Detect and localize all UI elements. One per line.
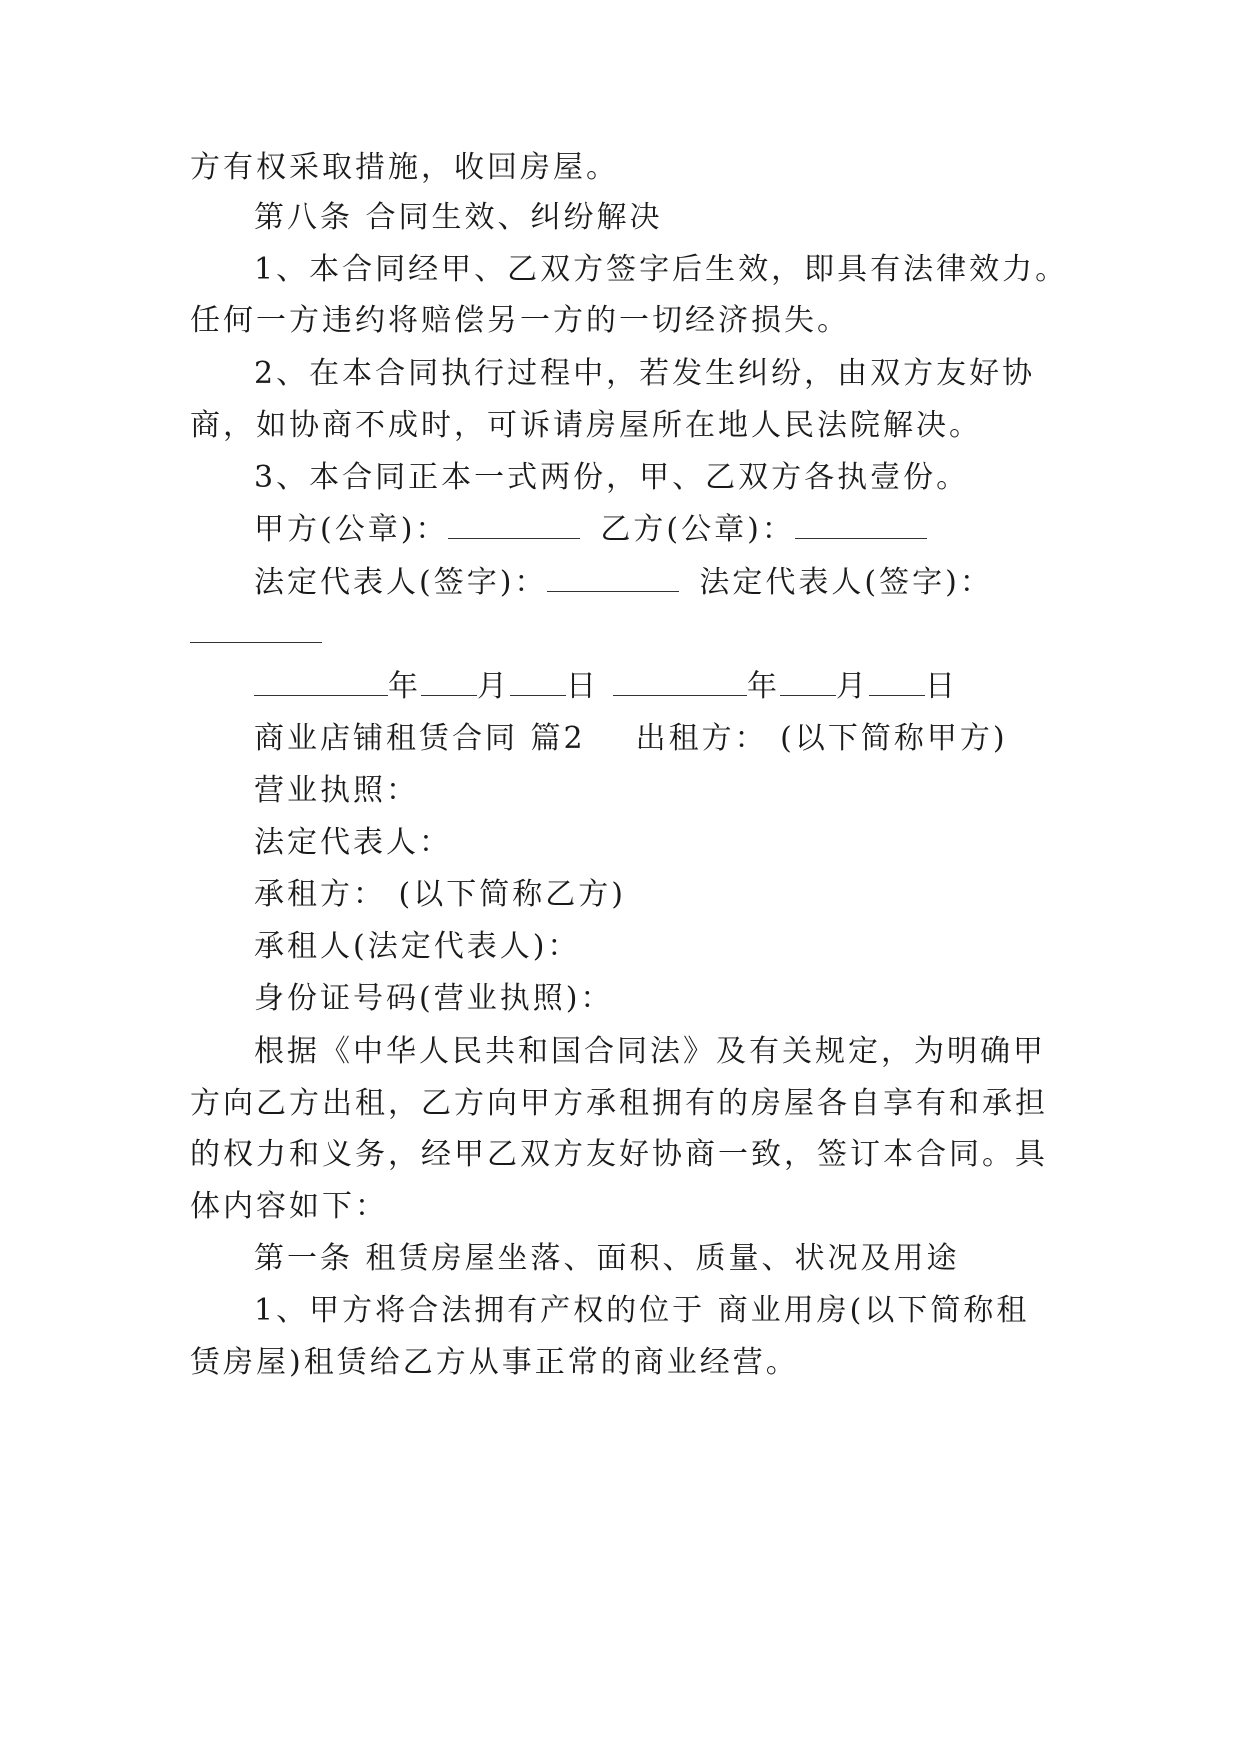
article-1-item-1b: 赁房屋)租赁给乙方从事正常的商业经营。 [190, 1345, 799, 1380]
article-8-item-2b: 商，如协商不成时，可诉请房屋所在地人民法院解决。 [190, 408, 982, 443]
intro-line-3: 的权力和义务，经甲乙双方友好协商一致，签订本合同。具 [190, 1137, 1048, 1172]
article-8-item-1a: 1、本合同经甲、乙双方签字后生效，即具有法律效力。 [254, 252, 1069, 287]
month-a-label: 月 [477, 669, 510, 704]
year-a-blank [254, 671, 388, 696]
intro-line-1: 根据《中华人民共和国合同法》及有关规定，为明确甲 [254, 1034, 1046, 1069]
seal-line [254, 510, 927, 550]
month-a-blank [421, 671, 477, 696]
rep-b-blank-line [190, 614, 322, 654]
part2-title: 商业店铺租赁合同 篇2 [254, 721, 586, 756]
day-b-label: 日 [925, 669, 958, 704]
party-a-seal-label: 甲方(公章)： [254, 512, 449, 547]
party-b-seal-label: 乙方(公章)： [600, 512, 795, 547]
month-b-blank [780, 671, 836, 696]
day-a-blank [510, 671, 566, 696]
party-b-seal-blank [795, 514, 927, 539]
id-number-label: 身份证号码(营业执照)： [254, 981, 614, 1016]
part2-header-line [254, 719, 1008, 759]
month-b-label: 月 [836, 669, 869, 704]
party-a-seal-blank [448, 514, 580, 539]
year-b-blank [613, 671, 747, 696]
rep-line [254, 563, 993, 603]
year-b-label: 年 [747, 669, 780, 704]
year-a-label: 年 [388, 669, 421, 704]
license-label: 营业执照： [254, 773, 419, 808]
article-8-item-2a: 2、在本合同执行过程中，若发生纠纷，由双方友好协 [254, 356, 1036, 391]
rep-a-blank [547, 567, 679, 592]
rep-a-label: 法定代表人(签字)： [254, 565, 548, 600]
intro-line-2: 方向乙方出租，乙方向甲方承租拥有的房屋各自享有和承担 [190, 1086, 1048, 1121]
article-8-item-1b: 任何一方违约将赔偿另一方的一切经济损失。 [190, 303, 850, 338]
legal-rep-label: 法定代表人： [254, 825, 452, 860]
article-8-item-3: 3、本合同正本一式两份，甲、乙双方各执壹份。 [254, 460, 970, 495]
article-1-item-1a: 1、甲方将合法拥有产权的位于 商业用房(以下简称租 [254, 1293, 1030, 1328]
lessor-label: 出租方： (以下简称甲方) [635, 721, 1008, 756]
lessee-person-label: 承租人(法定代表人)： [254, 929, 581, 964]
rep-b-blank [190, 618, 322, 643]
intro-line-4: 体内容如下： [190, 1189, 388, 1224]
article-8-title: 第八条 合同生效、纠纷解决 [254, 200, 663, 235]
date-line [254, 667, 958, 707]
rep-b-label: 法定代表人(签字)： [699, 565, 993, 600]
article-1-title: 第一条 租赁房屋坐落、面积、质量、状况及用途 [254, 1241, 960, 1276]
clause-7-end: 方有权采取措施，收回房屋。 [190, 150, 619, 185]
day-b-blank [869, 671, 925, 696]
day-a-label: 日 [566, 669, 599, 704]
lessee-label: 承租方： (以下简称乙方) [254, 877, 626, 912]
